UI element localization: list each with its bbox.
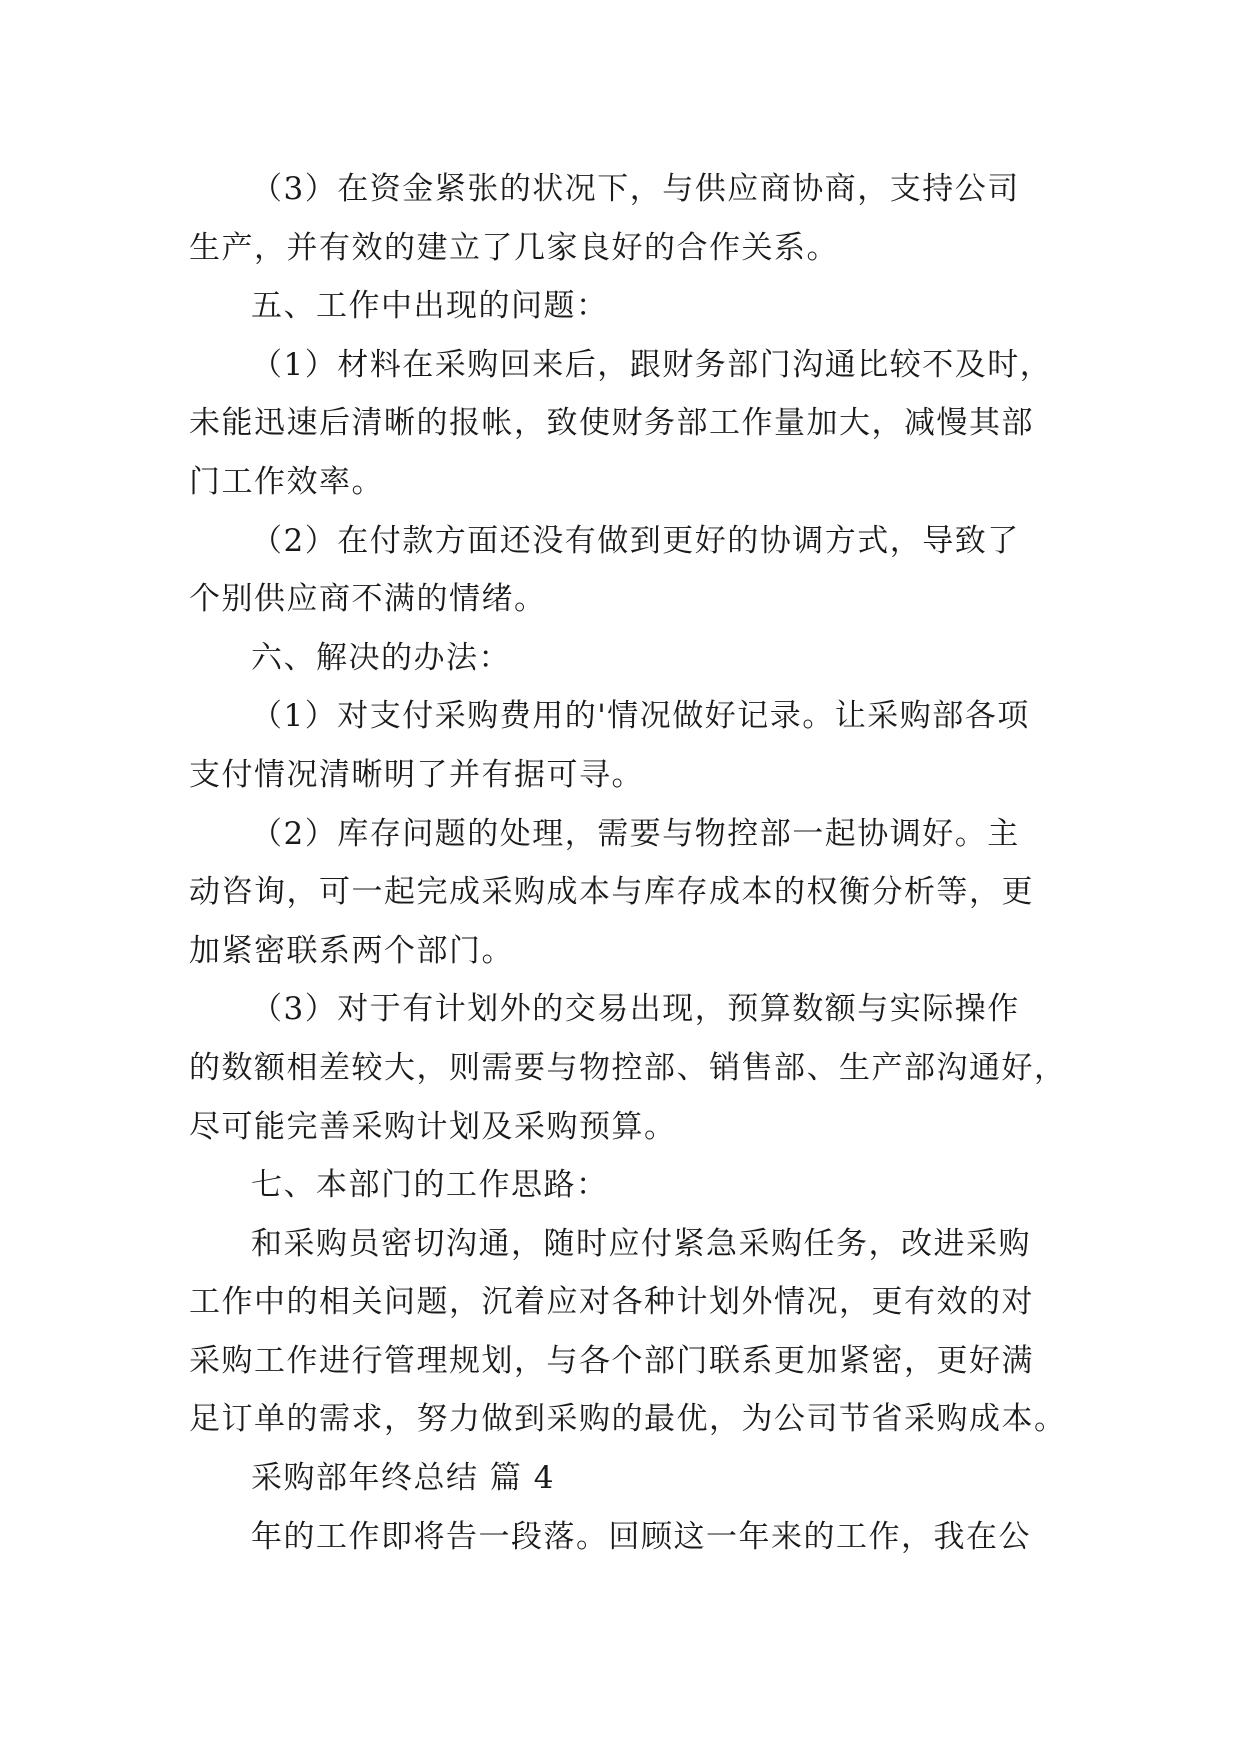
text-line: （1）对支付采购费用的'情况做好记录。让采购部各项: [251, 698, 1030, 735]
text-line: 生产，并有效的建立了几家良好的合作关系。: [189, 229, 839, 266]
text-line: 门工作效率。: [189, 463, 384, 500]
text-line: 个别供应商不满的情绪。: [189, 581, 547, 618]
paragraph-solution-1: [189, 687, 1069, 804]
paragraph-solution-3: [189, 980, 1069, 1156]
heading-line: 五、工作中出现的问题：: [251, 288, 609, 325]
title-line: 采购部年终总结 篇 4: [251, 1460, 555, 1497]
text-line: 年的工作即将告一段落。回顾这一年来的工作，我在公: [251, 1518, 1031, 1555]
text-line: （2）在付款方面还没有做到更好的协调方式，导致了: [251, 522, 1020, 559]
text-line: 工作中的相关问题，沉着应对各种计划外情况，更有效的对: [189, 1284, 1034, 1321]
heading-line: 六、解决的办法：: [251, 639, 511, 676]
section-heading-work-plan: [189, 1156, 1069, 1215]
paragraph-work-plan: [189, 1215, 1069, 1449]
text-line: （1）材料在采购回来后，跟财务部门沟通比较不及时，: [251, 346, 1053, 383]
text-line: 加紧密联系两个部门。: [189, 932, 514, 969]
paragraph-problem-1: [189, 336, 1069, 512]
text-line: 动咨询，可一起完成采购成本与库存成本的权衡分析等，更: [189, 874, 1034, 911]
heading-line: 七、本部门的工作思路：: [251, 1167, 609, 1204]
text-line: （2）库存问题的处理，需要与物控部一起协调好。主: [251, 815, 1020, 852]
text-line: 的数额相差较大，则需要与物控部、销售部、生产部沟通好，: [189, 1049, 1067, 1086]
text-line: 尽可能完善采购计划及采购预算。: [189, 1108, 677, 1145]
text-line: 和采购员密切沟通，随时应付紧急采购任务，改进采购: [251, 1225, 1031, 1262]
text-line: （3）对于有计划外的交易出现，预算数额与实际操作: [251, 991, 1020, 1028]
paragraph-solution-2: [189, 805, 1069, 981]
paragraph-part-4-intro: [189, 1508, 1069, 1567]
text-line: 采购工作进行管理规划，与各个部门联系更加紧密，更好满: [189, 1342, 1034, 1379]
paragraph-payment-cooperation: [189, 160, 1069, 277]
section-heading-problems: [189, 277, 1069, 336]
text-line: 未能迅速后清晰的报帐，致使财务部工作量加大，减慢其部: [189, 405, 1034, 442]
text-line: 足订单的需求，努力做到采购的最优，为公司节省采购成本。: [189, 1401, 1067, 1438]
text-line: 支付情况清晰明了并有据可寻。: [189, 756, 644, 793]
document-body: [189, 160, 1069, 1566]
article-title-part-4: [189, 1449, 1069, 1508]
paragraph-problem-2: [189, 512, 1069, 629]
section-heading-solutions: [189, 629, 1069, 688]
text-line: （3）在资金紧张的状况下，与供应商协商，支持公司: [251, 171, 1020, 207]
